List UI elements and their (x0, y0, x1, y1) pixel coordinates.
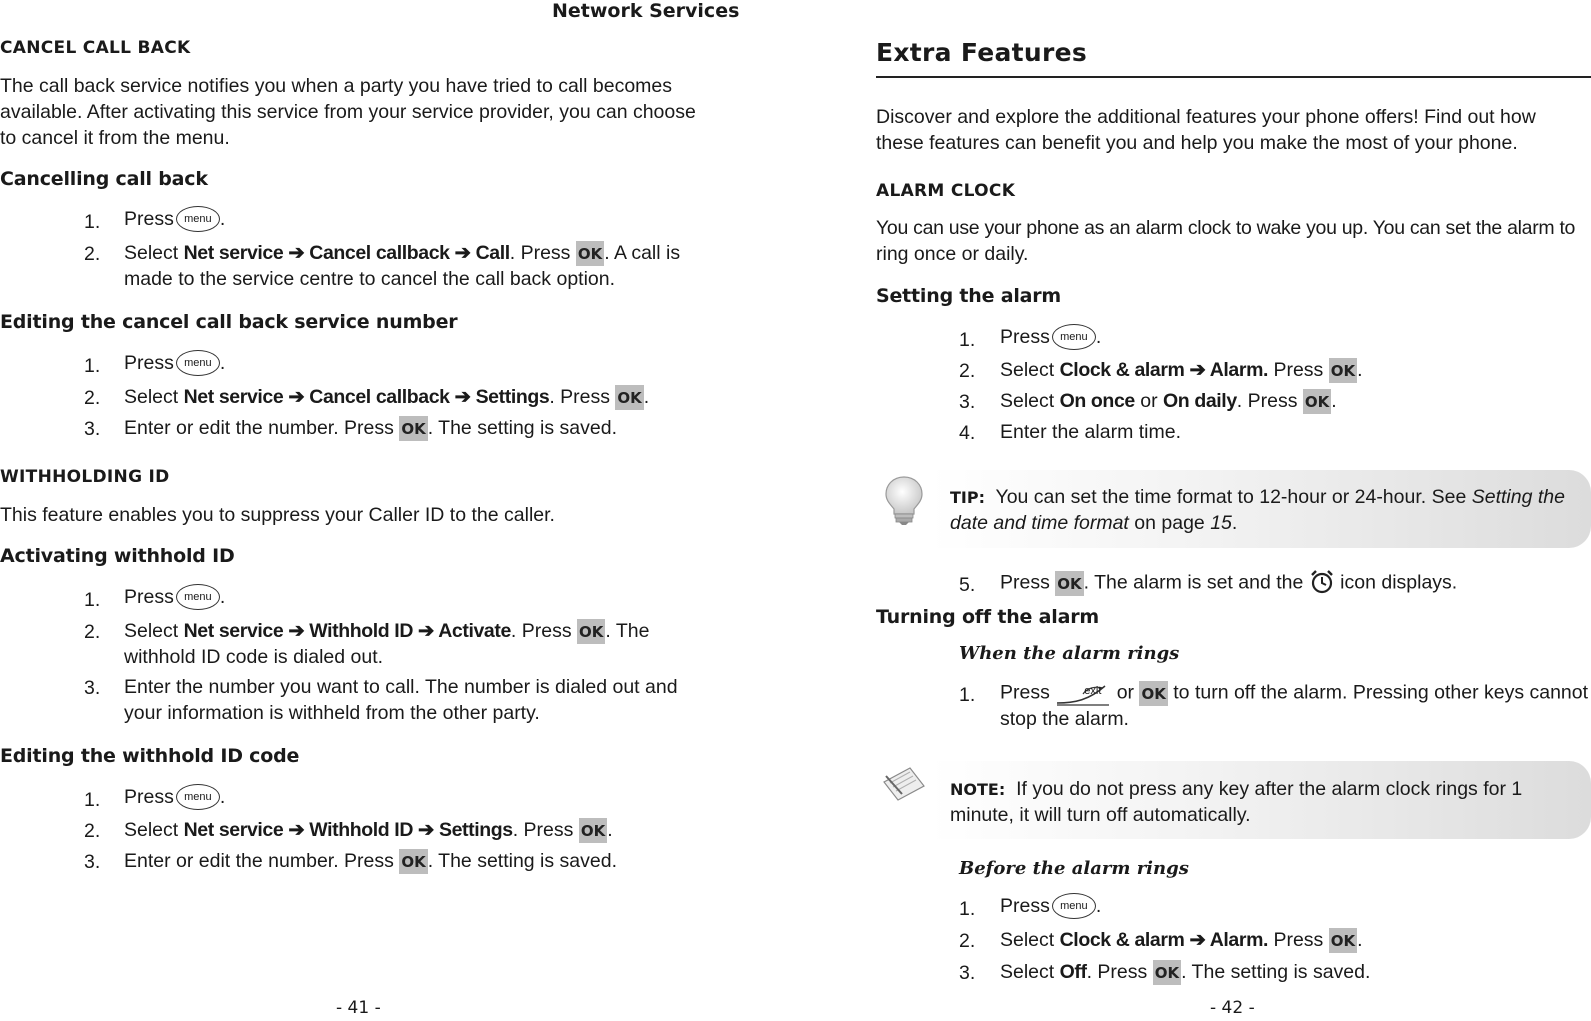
step-number: 1. (84, 211, 101, 233)
option-on-once: On once (1059, 390, 1135, 412)
subheading-activating-withhold-id: Activating withhold ID (0, 545, 235, 567)
note-line1: NOTE: If you do not press any key after the alarm clock rings for 1 (950, 778, 1523, 800)
ok-key-label: OK (577, 619, 605, 644)
step-enter-number: Enter or edit the number. Press OK . The setting is saved. (124, 415, 617, 441)
note-line2: minute, it will turn off automatically. (950, 804, 1251, 826)
step-number: 2. (959, 360, 976, 382)
step-continuation: made to the service centre to cancel the call back option. (124, 268, 616, 290)
step-press-menu: Press menu . (124, 208, 226, 230)
ok-key-label: OK (579, 818, 607, 843)
step-number: 2. (84, 387, 101, 409)
exit-key-icon: exit (1055, 678, 1111, 706)
step-number: 1. (959, 898, 976, 920)
ok-key-label: OK (615, 385, 643, 410)
tip-line1: TIP: You can set the time format to 12-hour or 24-hour. See Setting the (950, 486, 1565, 508)
notepad-icon (880, 764, 926, 802)
menu-key-icon: menu (1052, 324, 1096, 350)
alarm-intro-line1: You can use your phone as an alarm clock to wake you up. You can set the alarm to (876, 217, 1576, 239)
tip-line2: date and time format on page 15. (950, 512, 1238, 534)
subheading-before-the-alarm-rings: Before the alarm rings (959, 858, 1189, 879)
menu-path: Clock & alarm ➔ Alarm. (1059, 359, 1269, 381)
step-number: 1. (84, 355, 101, 377)
step-number: 3. (959, 391, 976, 413)
chapter-title: Extra Features (876, 38, 1088, 67)
subheading-turning-off-the-alarm: Turning off the alarm (876, 606, 1099, 628)
ok-key-label: OK (1139, 681, 1167, 706)
section-heading-withholding-id: WITHHOLDING ID (0, 467, 170, 487)
extra-features-intro-line1: Discover and explore the additional features your phone offers! Find out how (876, 106, 1536, 128)
step-press-exit-or-ok: Press exit or OK to turn off the alarm. Pressing other keys cannot (1000, 678, 1588, 706)
step-number: 3. (84, 418, 101, 440)
step-number: 1. (959, 684, 976, 706)
ok-key-label: OK (576, 241, 604, 266)
ok-key-label: OK (1329, 358, 1357, 383)
alarm-clock-icon (1309, 568, 1335, 596)
subheading-when-the-alarm-rings: When the alarm rings (959, 643, 1180, 664)
step-continuation: your information is withheld from the other party. (124, 702, 540, 724)
step-select-path: Select Net service ➔ Cancel callback ➔ Call. Press OK . A call is (124, 240, 680, 266)
cancel-call-back-intro-line2: available. After activating this service from your service provider, you can choose (0, 101, 696, 123)
step-select-path: Select Clock & alarm ➔ Alarm. Press OK . (1000, 357, 1363, 383)
menu-path: Clock & alarm ➔ Alarm. (1059, 929, 1269, 951)
alarm-intro-line2: ring once or daily. (876, 243, 1029, 265)
chapter-title-rule (876, 76, 1591, 78)
step-select-path: Select Net service ➔ Withhold ID ➔ Activate. Press OK . The (124, 618, 650, 644)
step-number: 4. (959, 422, 976, 444)
step-enter-number: Enter the number you want to call. The number is dialed out and (124, 676, 678, 698)
subheading-editing-cancel-call-back: Editing the cancel call back service number (0, 311, 458, 333)
step-enter-number: Enter or edit the number. Press OK . The setting is saved. (124, 848, 617, 874)
step-select-path: Select Net service ➔ Withhold ID ➔ Settings. Press OK . (124, 817, 613, 843)
option-on-daily: On daily (1163, 390, 1237, 412)
step-continuation: stop the alarm. (1000, 708, 1129, 730)
ok-key-label: OK (1055, 571, 1083, 596)
step-select-path: Select Net service ➔ Cancel callback ➔ Settings. Press OK . (124, 384, 649, 410)
subheading-setting-the-alarm: Setting the alarm (876, 285, 1062, 307)
page-number-left: - 41 - (336, 998, 381, 1018)
step-press-menu: Press menu . (124, 586, 226, 608)
step-number: 2. (84, 243, 101, 265)
lightbulb-icon (882, 474, 926, 526)
tip-label: TIP: (950, 488, 985, 507)
step-press-menu: Press menu . (124, 352, 226, 374)
step-number: 2. (959, 930, 976, 952)
step-number: 2. (84, 820, 101, 842)
ok-key-label: OK (1329, 928, 1357, 953)
step-number: 5. (959, 574, 976, 596)
page-number-right: - 42 - (1210, 998, 1255, 1018)
step-number: 3. (84, 677, 101, 699)
extra-features-intro-line2: these features can benefit you and help you make the most of your phone. (876, 132, 1518, 154)
step-select-option: Select On once or On daily. Press OK . (1000, 388, 1337, 414)
menu-key-icon: menu (176, 584, 220, 610)
ok-key-label: OK (1303, 389, 1331, 414)
ok-key-label: OK (1153, 960, 1181, 985)
menu-key-icon: menu (176, 350, 220, 376)
subheading-editing-withhold-id: Editing the withhold ID code (0, 745, 300, 767)
ok-key-label: OK (399, 849, 427, 874)
subheading-cancelling-call-back: Cancelling call back (0, 168, 208, 190)
withholding-id-intro: This feature enables you to suppress your Caller ID to the caller. (0, 504, 555, 526)
cancel-call-back-intro-line1: The call back service notifies you when a party you have tried to call becomes (0, 75, 673, 97)
step-enter-alarm-time: Enter the alarm time. (1000, 421, 1181, 443)
step-continuation: withhold ID code is dialed out. (124, 646, 384, 668)
menu-path: Net service ➔ Withhold ID ➔ Activate (183, 620, 511, 642)
ok-key-label: OK (399, 416, 427, 441)
step-number: 1. (84, 589, 101, 611)
note-label: NOTE: (950, 780, 1006, 799)
step-number: 1. (84, 789, 101, 811)
running-header: Network Services (552, 0, 740, 22)
cancel-call-back-intro-line3: to cancel it from the menu. (0, 127, 230, 149)
menu-path: Net service ➔ Cancel callback ➔ Settings (183, 386, 550, 408)
section-heading-cancel-call-back: CANCEL CALL BACK (0, 38, 191, 58)
menu-path: Net service ➔ Cancel callback ➔ Call (183, 242, 510, 264)
step-number: 3. (84, 851, 101, 873)
option-off: Off (1059, 961, 1087, 983)
step-press-ok-alarm-set: Press OK . The alarm is set and the icon displays. (1000, 568, 1457, 596)
menu-key-icon: menu (1052, 893, 1096, 919)
step-press-menu: Press menu . (1000, 895, 1102, 917)
step-select-off: Select Off. Press OK . The setting is saved. (1000, 959, 1370, 985)
step-select-path: Select Clock & alarm ➔ Alarm. Press OK . (1000, 927, 1363, 953)
section-heading-alarm-clock: ALARM CLOCK (876, 181, 1016, 201)
menu-key-icon: menu (176, 206, 220, 232)
step-number: 1. (959, 329, 976, 351)
step-number: 2. (84, 621, 101, 643)
menu-path: Net service ➔ Withhold ID ➔ Settings (183, 819, 513, 841)
step-press-menu: Press menu . (124, 786, 226, 808)
menu-key-icon: menu (176, 784, 220, 810)
step-number: 3. (959, 962, 976, 984)
step-press-menu: Press menu . (1000, 326, 1102, 348)
